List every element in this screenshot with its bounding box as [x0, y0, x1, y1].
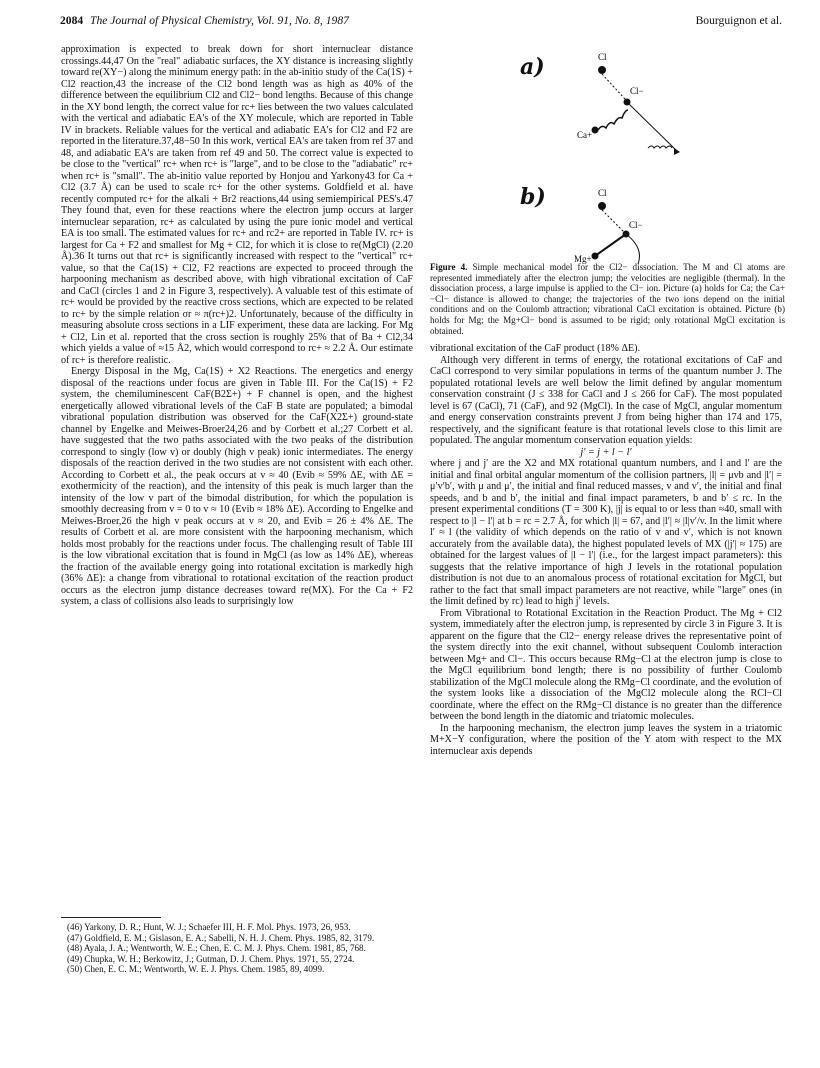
panel-a-diagram: [577, 52, 680, 155]
cl-atom-b: [598, 202, 606, 210]
rotation-arc: [626, 234, 640, 264]
equation: j′ = j + l − l′: [580, 446, 632, 458]
paragraph: vibrational excitation of the CaF product (18% ΔE).: [430, 343, 640, 354]
references: [61, 917, 413, 975]
reference-item: (49) Chupka, W. H.; Berkowitz, J.; Gutman, D. J. Chem. Phys. 1971, 55, 2724.: [67, 953, 355, 964]
figure-caption: [430, 262, 785, 336]
atom-cl-label-b: Cl: [598, 188, 607, 198]
reference-divider: [61, 917, 161, 918]
atom-mg-plus-label: Mg+: [574, 254, 592, 264]
arrow-icon: [674, 148, 680, 155]
ca-plus-ion: [592, 127, 599, 134]
reference-item: (50) Chen, E. C. M.; Wentworth, W. E. J. Phys. Chem. 1985, 89, 4099.: [67, 964, 325, 974]
page-number: 2084: [60, 14, 84, 27]
atom-ca-plus-label: Ca+: [577, 130, 593, 140]
journal-title: The Journal of Physical Chemistry, Vol. 91, No. 8, 1987: [90, 14, 349, 27]
page-header: [60, 14, 782, 34]
right-column: [430, 343, 782, 757]
caption-text: Simple mechanical model for the Cl2− dissociation. The M and Cl atoms are represented immediately after the electron jump; the velocities are negligible (thermal). In the dissociation process, a large impulse is applied to the Cl− ion. Picture (a) holds for Ca; the Ca+−Cl− distance is allowed to change; the trajectories of the two ions depend on the initial conditions and on the Coulomb attraction; vibrational CaCl excitation is obtained. Picture (b) holds for Mg; the Mg+Cl− bond is assumed to be rigid; only rotational MgCl excitation is obtained.: [430, 262, 785, 336]
mg-plus-ion: [592, 253, 599, 260]
cl-atom: [598, 66, 606, 74]
paragraph: Although very different in terms of energy, the rotational excitations of CaF and CaCl correspond to very similar populations in terms of the quantum number J. The populated rotational levels are well below the limit defined by angular momentum conservation constraint (J ≤ 338 for CaCl and J ≤ 266 for CaF). The most populated level is 67 (CaCl), 71 (CaF), and 92 (MgCl). In the case of MgCl, angular momentum and energy conservation constraints prevent J from being higher than 174 and 175, respectively, and the significant feature is that rotational levels close to this limit are populated. The angular momentum conservation equation yields:: [430, 354, 782, 446]
paragraph: In the harpooning mechanism, the electron jump leaves the system in a triatomic M+X−Y configuration, where the position of the Y atom with respect to the MX internuclear axis depends: [430, 722, 782, 757]
atom-cl-minus-label: Cl−: [630, 86, 644, 96]
paragraph: Energy Disposal in the Mg, Ca(1S) + X2 Reactions. The energetics and energy disposal of the reactions under focus are given in Table III. For the Ca(1S) + F2 system, the chemiluminescent CaF(B2Σ+) + F channel is open, and the highest energetically allowed vibrational levels of the CaF B state are populated; a bimodal vibrational population distribution was observed for the CaF(X2Σ+) ground-state channel by Engelke and Meiwes-Broer24,26 and by Corbett et al.;27 Corbett et al. have suggested that the two paths associated with the two peaks of the distribution correspond to singly (low v) or doubly (high v peak) ionic intermediates. The energy disposals of the reaction derived in the two studies are not consistent with each other. According to Corbett et al., the peak occurs at v ≈ 40 (Evib ≈ 59% ΔE, with ΔE = exothermicity of the reaction), and the intensity of this peak is much larger than the intensity of the low v part of the bimodal distribution, for which the population is smoothly decreasing from v = 0 to v ≈ 10 (Evib ≈ 18% ΔE). According to Engelke and Meiwes-Broer,26 the high v peak occurs at v ≈ 20, and Evib = 26 ± 4% ΔE. The results of Corbett et al. are more consistent with the harpooning mechanism, which holds most probably for the reactions under focus. The challenging result of Table III is the low vibrational excitation that is found in MgCl (as low as 14% ΔE), whereas the fraction of the available energy going into rotational excitation is markedly high (36% ΔE): a change from vibrational to rotational excitation of the reaction product occurs as the electron jump distance decreases toward re(MX). For the Ca + F2 system, a class of collisions also leads to surprisingly low: [61, 366, 413, 607]
cl-cl-bond-b: [602, 210, 624, 232]
running-authors: Bourguignon et al.: [695, 14, 782, 27]
reference-item: (47) Goldfield, E. M.; Gislason, E. A.; Sabelli, N. H. J. Chem. Phys. 1985, 82, 3179.: [67, 932, 375, 943]
reference-item: (48) Ayala, J. A.; Wentworth, W. E.; Chen, E. C. M. J. Phys. Chem. 1981, 85, 768.: [67, 943, 366, 953]
figure-4: [430, 44, 785, 284]
caption-label: Figure 4.: [430, 262, 468, 272]
ca-cl-spring: [598, 110, 628, 130]
wavy-trajectory: [648, 146, 672, 148]
panel-a-label: a): [520, 54, 545, 80]
panel-b-label: b): [520, 184, 546, 210]
atom-cl-minus-label-b: Cl−: [629, 220, 643, 230]
mechanical-model-diagram: [430, 44, 785, 264]
reference-item: (46) Yarkony, D. R.; Hunt, W. J.; Schaefer III, H. F. Mol. Phys. 1973, 26, 953.: [67, 922, 351, 932]
mg-cl-rigid-bond: [595, 234, 626, 256]
paragraph: approximation is expected to break down for short internuclear distance crossings.44,47 On the "real" adiabatic surfaces, the XY distance is increasing slightly toward re(XY−) along the minimum energy path: in the ab-initio study of the Ca(1S) + Cl2 reaction,43 the increase of the Cl2 bond length was as high as 40% of the difference between the equilibrium Cl2 and Cl2− bond lengths. Because of this change in the XY bond length, the correct value for rc+ lies between the two values calculated with the vertical and adiabatic EA's of the XY molecule, which are reported in Table IV in brackets. Reliable values for the vertical and adiabatic EA's for Cl2 and F2 are reported in the literature.37,48−50 In this work, vertical EA's are taken from ref 37 and 48, and adiabatic EA's are taken from ref 49 and 50. The correct value is expected to be close to the "vertical" rc+ when rc+ is "large", and to be close to the "adiabatic" rc+ when rc+ is "small". The ab-initio value reported by Honjou and Yarkony43 for Ca + Cl2 (3.7 Å) can be used to scale rc+ for the other systems. Goldfield et al. have recently computed rc+ for the alkali + Br2 reactions,44 using semiempirical PES's.47 They found that, even for these reactions where the electron jump occurs at larger internuclear separation, rc+ as calculated by using the pure ionic model and vertical EA is too small. The estimated values for rc+ and rc2+ are reported in Table IV. rc+ is largest for Ca + F2 and smallest for Mg + Cl2, for which it is close to re(MgCl) (2.20 Å).36 It turns out that rc+ is significantly increased with respect to the "vertical" rc+ value, so that the Ca(1S) + Cl2, F2 reactions are expected to proceed through the harpooning mechanism as described above, with high vibrational excitation of CaF and CaCl (circles 1 and 2 in Figure 3, respectively). A valuable test of this estimate of rc+ would be provided by the reactive cross sections, which are expected to be related to rc+ by the simple relation σr ≈ π(rc+)2. Unfortunately, because of the difficulty in measuring absolute cross sections in a LIF experiment, these data are lacking. For Mg + Cl2, Lin et al. reported that the cross section is roughly 25% that of Ba + Cl2,34 which yields a value of ≈15 Å2, which would correspond to rc+ ≈ 2.2 Å. Our estimate of rc+ is therefore realistic.: [61, 44, 413, 366]
paragraph: where j and j′ are the X2 and MX rotational quantum numbers, and l and l′ are the initial and final orbital angular momentum of the collision partners, |l| = μvb and |l′| = μ′v′b′, with μ and μ′, the initial and final reduced masses, v and v′, the initial and final speeds, and b and b′, the initial and final impact parameters, b and b′ ≤ rc. In the present experimental conditions (T = 300 K), |j| is equal to or less than ≈40, small with respect to |l − l′| at b = rc = 2.7 Å, for which |l| = 67, and |l′| ≈ |l|v′/v. In the limit where l′ ≈ l (the validity of which depends on the ratio of v and v′, which is not known accurately from the available data), the highest populated levels of MX (|j′| ≈ 175) are obtained for the largest values of |l − l′| (i.e., for the largest impact parameters): this suggests that the relative importance of high J levels in the rotational population distribution is not due to an anomalous process of rotational excitation for MgCl, but rather to the fact that small impact parameters are not reactive, while "large" ones (in the limit defined by rc) lead to high j′ levels.: [430, 458, 782, 607]
atom-cl-label: Cl: [598, 52, 607, 62]
panel-b-diagram: [574, 188, 643, 264]
left-column: [61, 44, 413, 608]
paragraph: From Vibrational to Rotational Excitation in the Reaction Product. The Mg + Cl2 system, immediately after the electron jump, is represented by circle 3 in Figure 3. It is apparent on the figure that the Cl2− energy release drives the representative point of the system directly into the exit channel, without subsequent Coulomb interaction between Mg+ and Cl−. This occurs because RMg−Cl at the electron jump is close to the MgCl equilibrium bond length; there is no possibility of further Coulomb stabilization of the MgCl molecule along the RMg−Cl coordinate, and the evolution of the system looks like a dissociation of the MgCl2 molecule along the RCl−Cl coordinate, where the effect on the RMg−Cl distance is no greater than the difference between the bond length in the diatomic and triatomic molecules.: [430, 607, 782, 722]
trajectory-line: [629, 104, 678, 152]
cl-cl-bond: [602, 74, 625, 99]
